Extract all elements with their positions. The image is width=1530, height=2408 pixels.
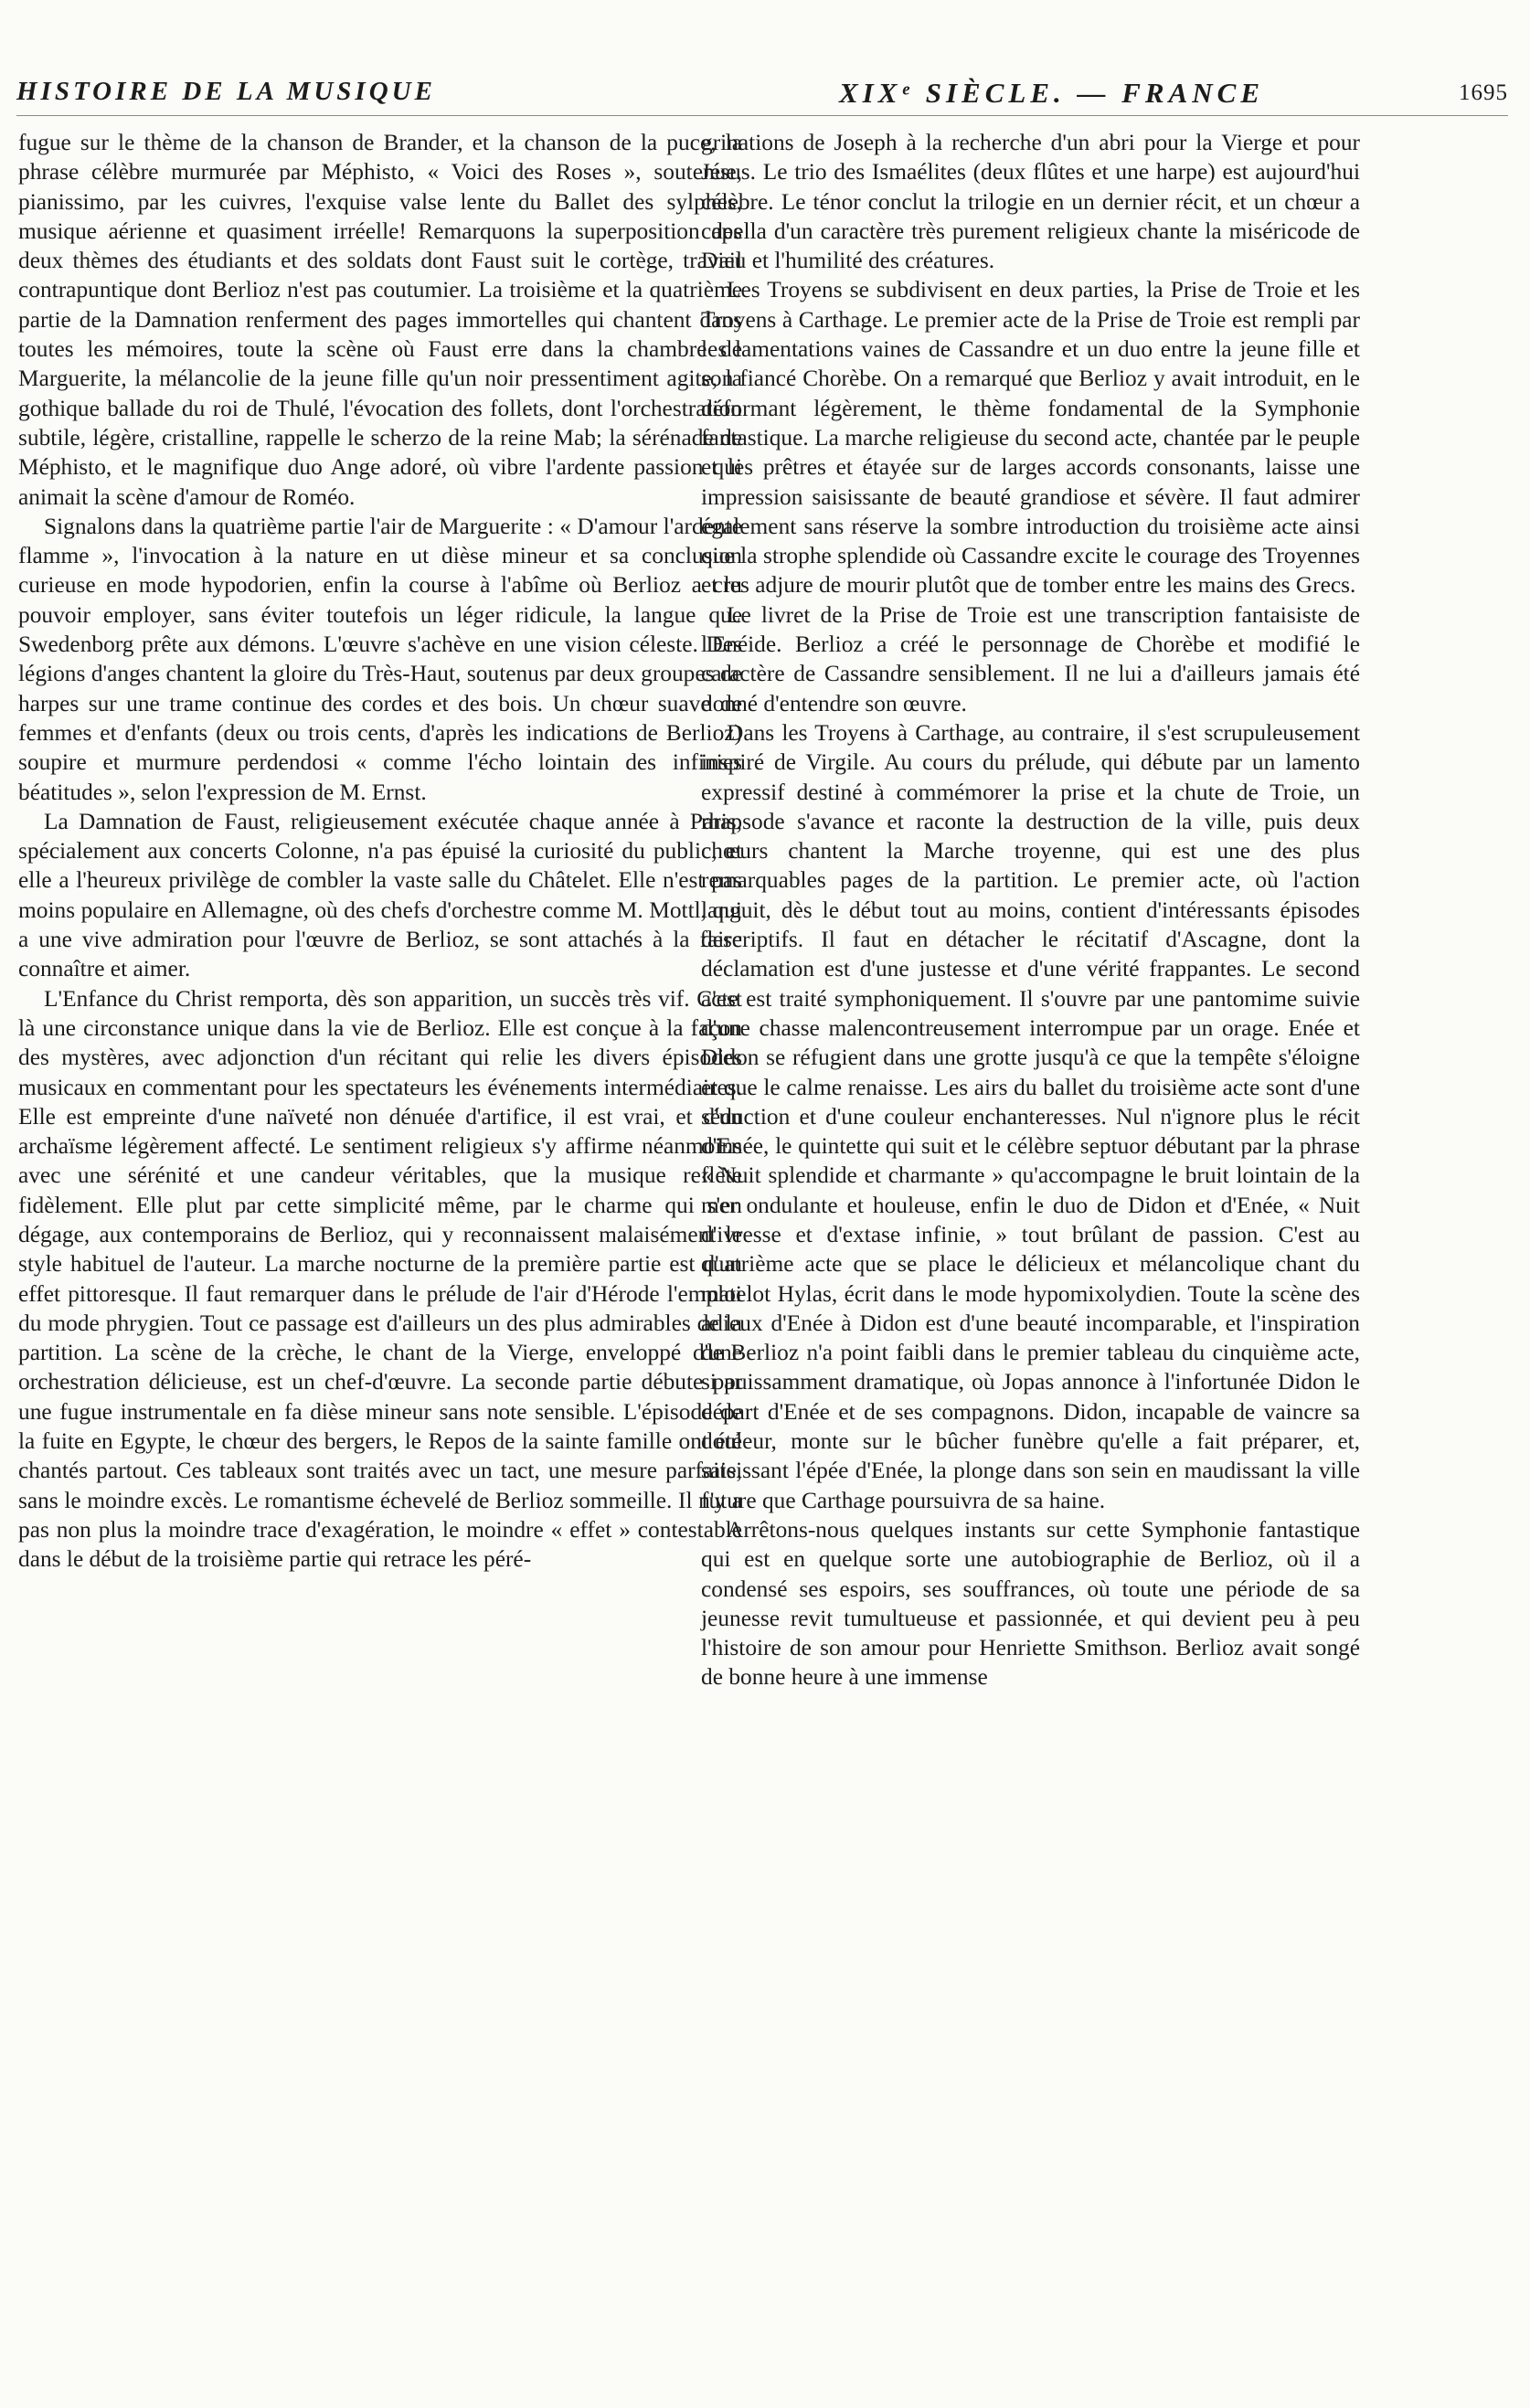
book-title: HISTOIRE DE LA MUSIQUE [16, 77, 436, 106]
running-header [16, 77, 1508, 119]
header-rule [16, 115, 1508, 116]
paragraph: Les Troyens se subdivisent en deux parties, la Prise de Troie et les Troyens à Carthage. Le premier acte de la Prise de Troie est rempli par les lamentations vaines de Cassandre et un duo entre la jeune fille et son fiancé Chorèbe. On a remarqué que Berlioz y avait introduit, en le déformant légèrement, le thème fondamental de la Symphonie fantastique. La marche religieuse du second acte, chantée par le peuple et les prêtres et étayée sur de larges accords consonants, laisse une impression saisissante de beauté grandiose et sévère. Il faut admirer également sans réserve la sombre introduction du troisième acte ainsi que la strophe splendide où Cassandre excite le courage des Troyennes et les adjure de mourir plutôt que de tomber entre les mains des Grecs. [701, 277, 1360, 599]
paragraph: Le livret de la Prise de Troie est une transcription fantaisiste de l'Enéide. Berlioz a créé le personnage de Chorèbe et modifié le caractère de Cassandre sensiblement. Il ne lui a d'ailleurs jamais été donné d'entendre son œuvre. [701, 601, 1360, 716]
section-title: XIXᵉ SIÈCLE. — FRANCE [839, 77, 1265, 109]
paragraph: fugue sur le thème de la chanson de Brander, et la chanson de la puce, la phrase célèbre murmurée par Méphisto, « Voici des Roses », soutenue, pianissimo, par les cuivres, l'exquise valse lente du Ballet des sylphes, musique aérienne et quasiment irréelle! Remarquons la superposition des deux thèmes des étudiants et des soldats dont Faust suit le cortège, travail contrapuntique dont Berlioz n'est pas coutumier. La troisième et la quatrième partie de la Damnation renferment des pages immortelles qui chantent dans toutes les mémoires, toute la scène où Faust erre dans la chambre de Marguerite, la mélancolie de la jeune fille qu'un noir pressentiment agite, la gothique ballade du roi de Thulé, l'évocation des follets, dont l'orchestration subtile, légère, cristalline, rappelle le scherzo de la reine Mab; la sérénade de Méphisto, et le magnifique duo Ange adoré, où vibre l'ardente passion qui animait la scène d'amour de Roméo. [18, 130, 742, 510]
right-column [701, 128, 1360, 1692]
paragraph: La Damnation de Faust, religieusement exécutée chaque année à Paris, spécialement aux concerts Colonne, n'a pas épuisé la curiosité du public, et elle a l'heureux privilège de combler la vaste salle du Châtelet. Elle n'est pas moins populaire en Allemagne, où des chefs d'orchestre comme M. Mottl, qui a une vive admiration pour l'œuvre de Berlioz, se sont attachés à la faire connaître et aimer. [18, 808, 742, 982]
page-number: 1695 [1459, 80, 1508, 105]
paragraph: Dans les Troyens à Carthage, au contraire, il s'est scrupuleusement inspiré de Virgile. Au cours du prélude, qui débute par un lamento expressif destiné à commémorer la prise et la chute de Troie, un rhapsode s'avance et raconte la destruction de la ville, puis deux chœurs chantent la Marche troyenne, qui est une des plus remarquables pages de la partition. Le premier acte, où l'action languit, dès le début tout au moins, contient d'intéressants épisodes descriptifs. Il faut en détacher le récitatif d'Ascagne, dont la déclamation est d'une justesse et d'une vérité frappantes. Le second acte est traité symphoniquement. Il s'ouvre par une pantomime suivie d'une chasse malencontreusement interrompue par un orage. Enée et Didon se réfugient dans une grotte jusqu'à ce que la tempête s'éloigne et que le calme renaisse. Les airs du ballet du troisième acte sont d'une séduction et d'une couleur enchanteresses. Nul n'ignore plus le récit d'Enée, le quintette qui suit et le célèbre septuor débutant par la phrase « Nuit splendide et charmante » qu'accompagne le bruit lointain de la mer ondulante et houleuse, enfin le duo de Didon et d'Enée, « Nuit d'ivresse et d'extase infinie, » tout brûlant de passion. C'est au quatrième acte que se place le délicieux et mélancolique chant du matelot Hylas, écrit dans le mode hypomixolydien. Toute la scène des adieux d'Enée à Didon est d'une beauté incomparable, et l'inspiration de Berlioz n'a point faibli dans le premier tableau du cinquième acte, si puissamment dramatique, où Jopas annonce à l'infortunée Didon le départ d'Enée et de ses compagnons. Didon, incapable de vaincre sa douleur, monte sur le bûcher funèbre qu'elle a fait préparer, et, saisissant l'épée d'Enée, la plonge dans son sein en maudissant la ville future que Carthage poursuivra de sa haine. [701, 719, 1360, 1513]
paragraph: L'Enfance du Christ remporta, dès son apparition, un succès très vif. C'est là une circonstance unique dans la vie de Berlioz. Elle est conçue à la façon des mystères, avec adjonction d'un récitant qui relie les divers épisodes musicaux en commentant pour les spectateurs les événements intermédiaires. Elle est empreinte d'une naïveté non dénuée d'artifice, il est vrai, et d'un archaïsme légèrement affecté. Le sentiment religieux s'y affirme néanmoins avec une sérénité et une candeur véritables, que la musique reflète fidèlement. Elle plut par cette simplicité même, par le charme qui s'en dégage, aux contemporains de Berlioz, qui y reconnaissent malaisément le style habituel de l'auteur. La marche nocturne de la première partie est d'un effet pittoresque. Il faut remarquer dans le prélude de l'air d'Hérode l'emploi du mode phrygien. Tout ce passage est d'ailleurs un des plus admirables de la partition. La scène de la crèche, le chant de la Vierge, enveloppé d'une orchestration délicieuse, est un chef-d'œuvre. La seconde partie débute par une fugue instrumentale en fa dièse mineur sans note sensible. L'épisode de la fuite en Egypte, le chœur des bergers, le Repos de la sainte famille ont été chantés partout. Ces tableaux sont traités avec un tact, une mesure parfaite, sans le moindre excès. Le romantisme échevelé de Berlioz sommeille. Il n'y a pas non plus la moindre trace d'exagération, le moindre « effet » contestable dans le début de la troisième partie qui retrace les péré- [18, 985, 742, 1573]
paragraph: Arrêtons-nous quelques instants sur cette Symphonie fantastique qui est en quelque sorte une autobiographie de Berlioz, où il a condensé ses espoirs, ses souffrances, où toute une période de sa jeunesse revit tumultueuse et passionnée, et qui devient peu à peu l'histoire de son amour pour Henriette Smithson. Berlioz avait songé de bonne heure à une immense [701, 1516, 1360, 1691]
left-column [18, 128, 742, 1575]
paragraph: grinations de Joseph à la recherche d'un abri pour la Vierge et pour Jésus. Le trio des Ismaélites (deux flûtes et une harpe) est aujourd'hui célèbre. Le ténor conclut la trilogie en un dernier récit, et un chœur a capella d'un caractère très purement religieux chante la miséricode de Dieu et l'humilité des créatures. [701, 130, 1360, 274]
paragraph: Signalons dans la quatrième partie l'air de Marguerite : « D'amour l'ardente flamme », l'invocation à la nature en ut dièse mineur et sa conclusion curieuse en mode hypodorien, enfin la course à l'abîme où Berlioz a cru pouvoir employer, sans éviter toutefois un léger ridicule, la langue que Swedenborg prête aux démons. L'œuvre s'achève en une vision céleste. Des légions d'anges chantent la gloire du Très-Haut, soutenus par deux groupes de harpes sur une trame continue des cordes et des bois. Un chœur suave de femmes et d'enfants (deux ou trois cents, d'après les indications de Berlioz) soupire et murmure perdendosi « comme l'écho lointain des infinies béatitudes », selon l'expression de M. Ernst. [18, 513, 742, 805]
